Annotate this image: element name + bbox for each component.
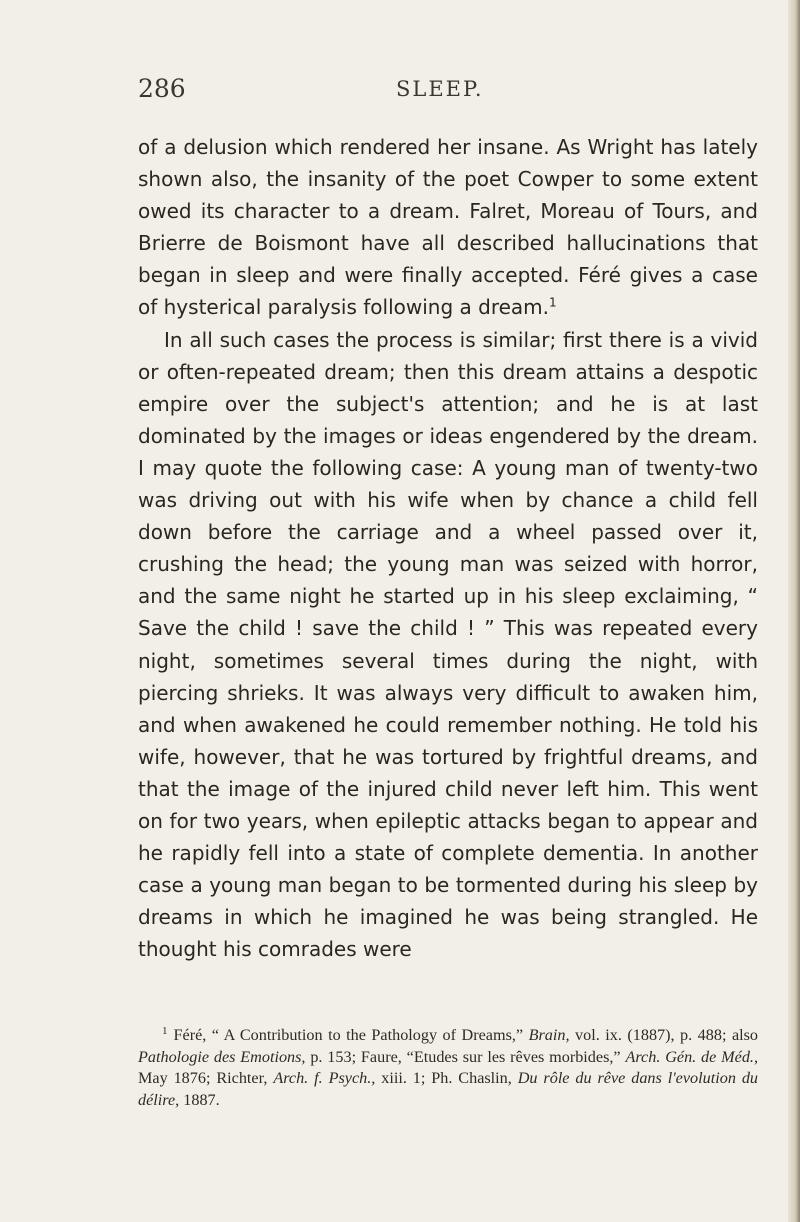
footnote-text: May 1876; Richter, (138, 1069, 268, 1087)
paragraph-text: of a delusion which rendered her insane. As Wright has lately shown also, the insanity of the poet Cowper to some extent owed its character to a dream. Falret, Moreau of Tours, and Brierre de Boismont have all described hallucinations that began in sleep and were finally accepted. Féré gives a case of hysterical paralysis following a dream. (138, 135, 758, 320)
page-edge (788, 0, 800, 1222)
footnote (138, 1025, 758, 1111)
running-head: SLEEP. (396, 77, 484, 101)
footnote-text: p. 153; Faure, “Etudes sur les rêves morbides,” (310, 1047, 621, 1066)
footnote-citation: Arch. Gén. de Méd., (625, 1047, 759, 1066)
footnote-citation: Du rôle du rêve dans l'evolution du délire, (138, 1069, 759, 1109)
footnote-text: Féré, “ A Contribution to the Pathology of Dreams,” (173, 1026, 524, 1044)
footnote-number: 1 (162, 1024, 168, 1037)
page-number: 286 (138, 74, 186, 103)
footnote-marker: 1 (549, 295, 557, 310)
footnote-text: vol. ix. (1887), p. 488; also (575, 1026, 759, 1044)
footnote-citation: Arch. f. Psych., (273, 1069, 376, 1087)
footnote-citation: Brain, (528, 1026, 570, 1044)
footnote-text: 1887. (183, 1090, 220, 1109)
paragraph: In all such cases the process is similar; first there is a vivid or often-repeated dream; then this dream attains a despotic empire over the subject's attention; and he is at last dominated by the images or ideas engendered by the dream. I may quote the following case: A young man of twenty-two was driving out with his wife when by chance a child fell down before the carriage and a wheel passed over it, crushing the head; the young man was seized with horror, and the same night he started up in his sleep exclaiming, “ Save the child ! save the child ! ” This was repeated every night, sometimes several times during the night, with piercing shrieks. It was always very difficult to awaken him, and when awakened he could remember nothing. He told his wife, however, that he was tortured by frightful dreams, and that the image of the injured child never left him. This went on for two years, when epileptic attacks began to appear and he rapidly fell into a state of complete dementia. In another case a young man began to be tormented during his sleep by dreams in which he imagined he was being strangled. He thought his comrades were (138, 327, 758, 962)
paragraph (138, 131, 758, 324)
footnote-text: xiii. 1; Ph. Chaslin, (381, 1069, 512, 1087)
footnote-citation: Pathologie des Emotions, (138, 1047, 306, 1066)
body-text (138, 131, 758, 965)
page-header (138, 74, 730, 108)
